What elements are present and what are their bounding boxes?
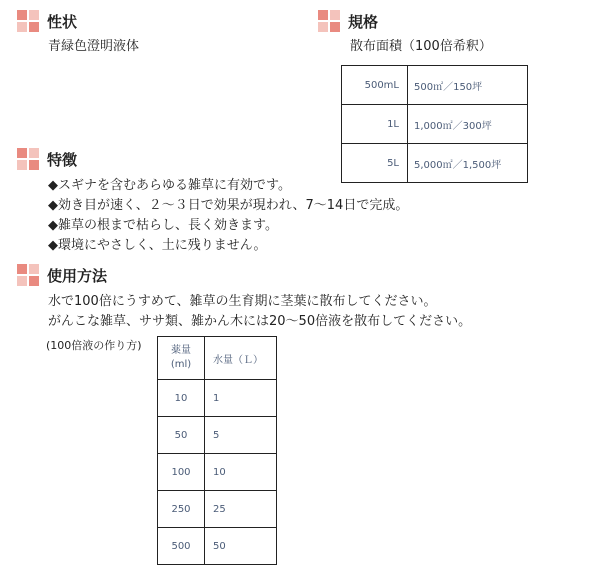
- spec-volume: 1L: [342, 105, 408, 144]
- dilution-table: [157, 336, 277, 565]
- usage-line: 水で100倍にうすめて、雑草の生育期に茎葉に散布してください。: [48, 294, 437, 309]
- table-row: [158, 528, 277, 565]
- list-item: ◆効き目が速く、２～３日で効果が現われ、7～14日で完成。: [48, 198, 409, 213]
- spec-heading: [318, 10, 378, 32]
- chem-amount: 10: [158, 380, 205, 417]
- table-row: [342, 66, 528, 105]
- table-header-row: [158, 337, 277, 380]
- properties-text: 青緑色澄明液体: [48, 39, 140, 54]
- water-amount: 5: [205, 417, 277, 454]
- spec-volume: 500mL: [342, 66, 408, 105]
- spec-area: 500㎡／150坪: [408, 66, 528, 105]
- spec-table: [341, 65, 528, 183]
- squares-icon: [17, 10, 39, 32]
- chem-amount: 500: [158, 528, 205, 565]
- squares-icon: [17, 264, 39, 286]
- table-row: [158, 417, 277, 454]
- chem-amount: 50: [158, 417, 205, 454]
- table-row: [158, 380, 277, 417]
- table-row: [158, 454, 277, 491]
- squares-icon: [318, 10, 340, 32]
- spec-subtitle: 散布面積（100倍希釈）: [350, 39, 492, 54]
- list-item: ◆スギナを含むあらゆる雑草に有効です。: [48, 178, 291, 193]
- water-amount: 1: [205, 380, 277, 417]
- spec-title: 規格: [348, 12, 379, 31]
- usage-title: 使用方法: [47, 266, 108, 285]
- spec-area: 1,000㎡／300坪: [408, 105, 528, 144]
- table-row: [158, 491, 277, 528]
- chem-amount-header: 薬量 (ml): [158, 337, 205, 380]
- water-amount: 10: [205, 454, 277, 491]
- squares-icon: [17, 148, 39, 170]
- water-amount: 25: [205, 491, 277, 528]
- features-title: 特徴: [47, 150, 78, 169]
- spec-area: 5,000㎡／1,500坪: [408, 144, 528, 183]
- properties-title: 性状: [47, 12, 78, 31]
- features-list: [48, 176, 408, 256]
- usage-line: がんこな雑草、ササ類、雑かん木には20～50倍液を散布してください。: [48, 314, 472, 329]
- list-item: ◆環境にやさしく、土に残りません。: [48, 238, 267, 253]
- usage-heading: [17, 264, 107, 286]
- chem-amount: 100: [158, 454, 205, 491]
- water-amount: 50: [205, 528, 277, 565]
- dilution-caption: (100倍液の作り方): [46, 339, 142, 352]
- water-amount-header: 水量（Ｌ）: [205, 337, 277, 380]
- list-item: ◆雑草の根まで枯らし、長く効きます。: [48, 218, 278, 233]
- spec-volume: 5L: [342, 144, 408, 183]
- chem-amount: 250: [158, 491, 205, 528]
- table-row: [342, 105, 528, 144]
- properties-heading: [17, 10, 77, 32]
- features-heading: [17, 148, 77, 170]
- usage-text: [48, 292, 471, 332]
